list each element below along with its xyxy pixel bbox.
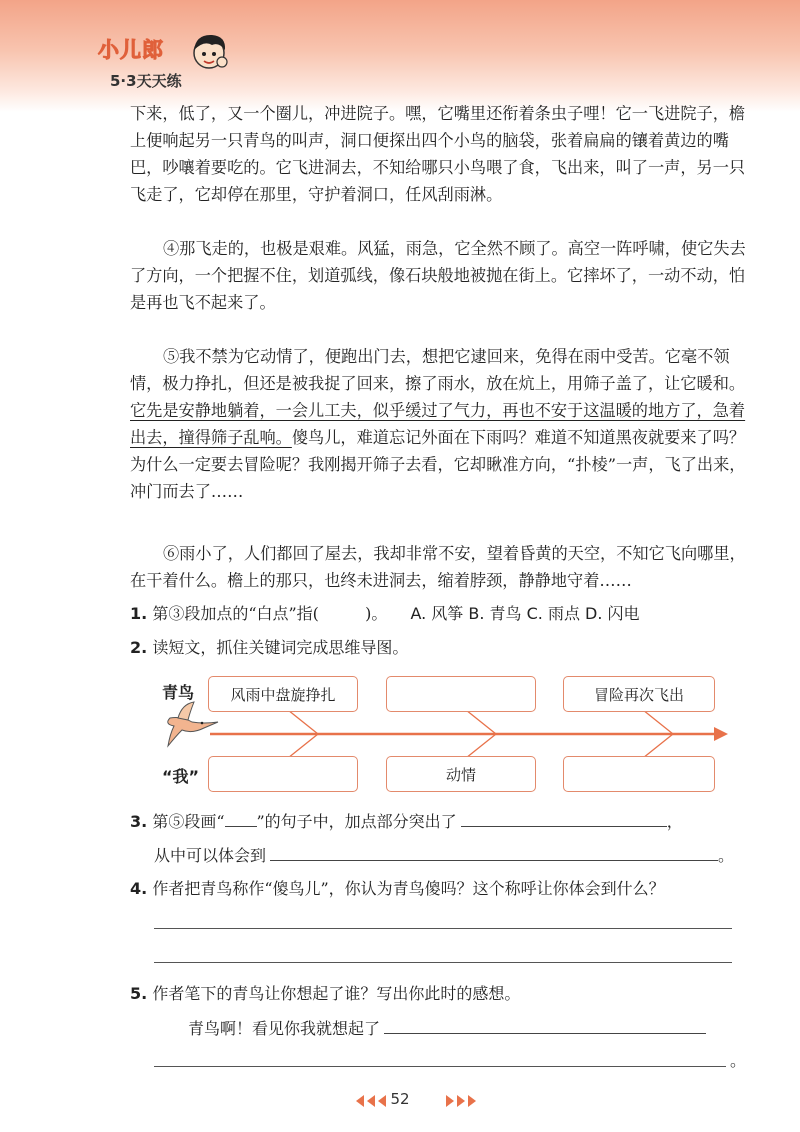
question-5-answer-1[interactable] <box>384 1019 706 1034</box>
question-4-answer-line-1[interactable] <box>154 928 732 929</box>
mind-map-box-top-1: 风雨中盘旋挣扎 <box>208 676 358 712</box>
question-1-close: )。 <box>365 604 388 623</box>
paragraph-3-end: 下来，低了，又一个圈儿，冲进院子。嘿，它嘴里还衔着条虫子哩！它一飞进院子，檐上便响起另一只青鸟的叫声，洞口便探出四个小鸟的脑袋，张着扁扁的镶着黄边的嘴巴，吵嚷着要吃的。它飞进洞去，不知给哪只小鸟喂了食，飞出来，叫了一声，另一只飞走了，它却停在那里，守护着洞口，任风刮雨淋。 <box>130 104 746 204</box>
paragraph-4: ④那飞走的，也极是艰难。风猛，雨急，它全然不顾了。高空一阵呼啸，使它失去了方向，一个把握不住，划道弧线，像石块般地被抛在街上。它摔坏了，一动不动，怕是再也飞不起来了。 <box>130 239 746 312</box>
page-number: 52 <box>390 1090 410 1108</box>
brand-subtitle: 5·3天天练 <box>110 72 182 90</box>
mind-map-box-top-2-blank[interactable] <box>386 676 536 712</box>
question-5-text: 作者笔下的青鸟让你想起了谁？写出你此时的感想。 <box>152 984 521 1003</box>
mind-map-box-bottom-3-blank[interactable] <box>563 756 715 792</box>
question-5-prompt-line <box>188 1018 706 1040</box>
paragraph-5 <box>130 343 750 505</box>
question-4-answer-line-2[interactable] <box>154 962 732 963</box>
question-3-number: 3. <box>130 812 148 831</box>
question-2 <box>130 637 408 659</box>
question-3-end-1: ， <box>666 812 683 831</box>
mind-map-label-bird: 青鸟 <box>162 683 195 702</box>
right-arrows-icon <box>442 1094 478 1108</box>
question-1-options: A. 风筝 B. 青鸟 C. 雨点 D. 闪电 <box>410 604 640 623</box>
question-3-underline-sample <box>225 812 257 827</box>
question-3-answer-1[interactable] <box>461 812 667 827</box>
question-2-number: 2. <box>130 638 148 657</box>
brand-title: 小儿郎 <box>98 38 164 62</box>
question-3-end-2: 。 <box>718 846 735 865</box>
question-1-text: 第③段加点的“白点”指( <box>152 604 319 623</box>
question-4-text: 作者把青鸟称作“傻鸟儿”，你认为青鸟傻吗？这个称呼让你体会到什么？ <box>152 879 665 898</box>
question-5-end: 。 <box>730 1051 747 1070</box>
passage-para-4 <box>130 235 750 316</box>
paragraph-5-a: ⑤我不禁为它动情了，便跑出门去，想把它逮回来，免得在雨中受苦。它毫不领情，极力挣扎，但还是被我捉了回来，擦了雨水，放在炕上，用筛子盖了，让它暖和。 <box>130 347 746 393</box>
question-2-text: 读短文，抓住关键词完成思维导图。 <box>152 638 409 657</box>
mind-map-box-bottom-1-blank[interactable] <box>208 756 358 792</box>
question-3-line-2 <box>154 845 734 867</box>
paragraph-5-b: 傻鸟儿，难道忘记外面在下雨吗？难道不知道黑夜就要来了吗？为什么一定要去冒险呢？我刚揭开筛子去看，它却瞅准方向，“扑棱”一声，飞了出来，冲门而去了…… <box>130 428 746 501</box>
question-1-number: 1. <box>130 604 148 623</box>
mind-map-label-me: “我” <box>162 767 200 786</box>
question-3 <box>130 811 683 833</box>
question-3-text-a: 第⑤段画“ <box>152 812 225 831</box>
passage-para-5 <box>130 343 750 505</box>
question-5-answer-line-2[interactable] <box>154 1066 726 1067</box>
question-3-text-b: ”的句子中，加点部分突出了 <box>256 812 457 831</box>
mind-map-box-bottom-2: 动情 <box>386 756 536 792</box>
boy-face-icon <box>186 28 232 74</box>
paragraph-6: ⑥雨小了，人们都回了屋去，我却非常不安，望着昏黄的天空，不知它飞向哪里，在干着什么。檐上的那只，也终未进洞去，缩着脖颈，静静地守着…… <box>130 544 746 590</box>
paragraph-5-underlined-sentence: 它先是安静地躺着，一会儿工夫，似乎缓过了气力，再也不安于这温暖的地方了，急着出去，撞得筛子乱响。 <box>130 401 746 447</box>
passage-para-6 <box>130 540 750 594</box>
question-4 <box>130 878 665 900</box>
question-4-number: 4. <box>130 879 148 898</box>
mind-map <box>148 668 748 808</box>
mind-map-box-top-3: 冒险再次飞出 <box>563 676 715 712</box>
question-5 <box>130 983 520 1005</box>
question-5-end-mark <box>730 1050 746 1072</box>
question-3-line-2-text: 从中可以体会到 <box>154 846 267 865</box>
brand-logo <box>98 34 238 96</box>
question-1 <box>130 603 640 625</box>
question-3-answer-2[interactable] <box>270 846 718 861</box>
passage <box>130 100 750 208</box>
question-5-number: 5. <box>130 984 148 1003</box>
page-footer <box>0 1086 800 1116</box>
question-5-prompt: 青鸟啊！看见你我就想起了 <box>188 1019 381 1038</box>
